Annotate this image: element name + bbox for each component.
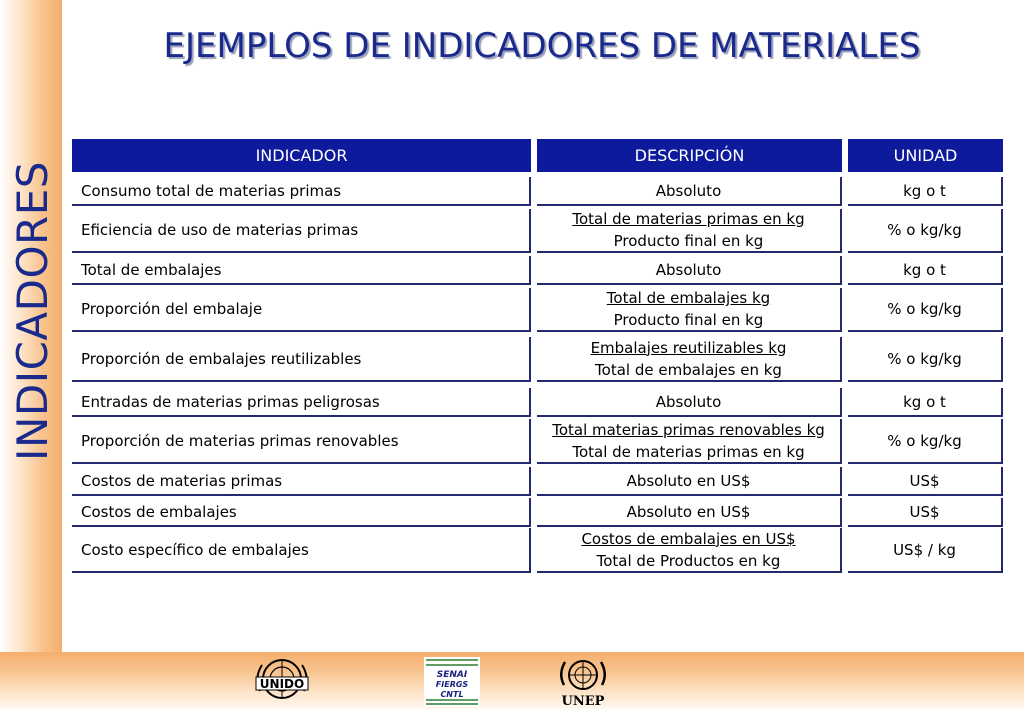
description-cell: [537, 288, 842, 332]
page-title: EJEMPLOS DE INDICADORES DE MATERIALES: [163, 26, 921, 66]
unido-logo: [250, 657, 314, 707]
indicator-cell: [72, 177, 531, 206]
unit-text: US$ / kg: [893, 540, 956, 559]
unit-text: kg o t: [903, 181, 946, 200]
unit-text: % o kg/kg: [887, 221, 962, 239]
unit-cell: [848, 337, 1003, 382]
indicator-cell: [72, 467, 531, 496]
indicator-cell: [72, 528, 531, 573]
indicator-text: Proporción del embalaje: [81, 300, 263, 318]
cntl-text: CNTL: [440, 690, 464, 699]
unit-cell: [848, 419, 1003, 464]
description-numerator: Costos de embalajes en US$: [581, 529, 796, 548]
indicator-cell: [72, 256, 531, 285]
description-cell: [537, 337, 842, 382]
description-numerator: Embalajes reutilizables kg: [590, 338, 787, 357]
description-cell: [537, 256, 842, 285]
indicator-cell: [72, 388, 531, 417]
description-denominator: Total de Productos en kg: [596, 551, 781, 570]
indicator-text: Costos de embalajes: [81, 502, 237, 521]
description-denominator: Total de materias primas en kg: [572, 442, 805, 461]
description-text: Absoluto en US$: [626, 471, 751, 490]
description-cell: [537, 467, 842, 496]
indicator-text: Total de embalajes: [81, 260, 222, 279]
side-title: INDICADORES: [8, 161, 57, 461]
indicator-text: Proporción de embalajes reutilizables: [81, 349, 362, 368]
indicator-text: Consumo total de materias primas: [81, 181, 342, 200]
description-denominator: Producto final en kg: [613, 311, 764, 329]
unep-emblem-icon: [553, 657, 613, 709]
description-cell: [537, 388, 842, 417]
indicator-cell: [72, 337, 531, 382]
indicator-cell: [72, 209, 531, 253]
unido-logo-text: UNIDO: [259, 677, 305, 691]
description-cell: [537, 498, 842, 527]
description-cell: [537, 209, 842, 253]
unit-text: kg o t: [903, 260, 946, 279]
indicator-text: Costo específico de embalajes: [81, 540, 309, 559]
unit-cell: [848, 528, 1003, 573]
indicator-text: Eficiencia de uso de materias primas: [81, 221, 359, 239]
header-indicator: INDICADOR: [72, 139, 531, 172]
unep-logo: [553, 657, 613, 707]
indicator-cell: [72, 288, 531, 332]
header-description: DESCRIPCIÓN: [537, 139, 842, 172]
unit-cell: [848, 467, 1003, 496]
unit-text: US$: [909, 502, 940, 521]
unit-cell: [848, 209, 1003, 253]
unit-cell: [848, 288, 1003, 332]
description-text: Absoluto: [655, 260, 722, 279]
indicator-text: Proporción de materias primas renovables: [81, 431, 399, 450]
indicator-text: Costos de materias primas: [81, 471, 283, 490]
description-denominator: Total de embalajes en kg: [595, 360, 782, 379]
senai-fiergs-cntl-logo: [424, 657, 480, 707]
description-numerator: Total de embalajes kg: [606, 289, 771, 307]
description-numerator: Total materias primas renovables kg: [552, 420, 825, 439]
unit-cell: [848, 256, 1003, 285]
indicator-text: Entradas de materias primas peligrosas: [81, 392, 380, 411]
description-cell: [537, 419, 842, 464]
header-unit: UNIDAD: [848, 139, 1003, 172]
fiergs-text: FIERGS: [435, 680, 469, 689]
description-text: Absoluto: [655, 181, 722, 200]
unit-text: kg o t: [903, 392, 946, 411]
indicator-cell: [72, 419, 531, 464]
description-text: Absoluto: [655, 392, 722, 411]
unit-text: US$: [909, 471, 940, 490]
unit-text: % o kg/kg: [887, 431, 962, 450]
unit-text: % o kg/kg: [887, 300, 962, 318]
unit-cell: [848, 388, 1003, 417]
description-cell: [537, 528, 842, 573]
unit-cell: [848, 177, 1003, 206]
bottom-decorative-band: [0, 652, 1024, 709]
indicator-cell: [72, 498, 531, 527]
senai-text: SENAI: [436, 670, 468, 680]
unit-cell: [848, 498, 1003, 527]
description-cell: [537, 177, 842, 206]
senai-logo-icon: [424, 657, 480, 707]
un-emblem-icon: [250, 657, 314, 707]
unit-text: % o kg/kg: [887, 349, 962, 368]
description-text: Absoluto en US$: [626, 502, 751, 521]
unep-logo-text: UNEP: [561, 694, 605, 709]
description-numerator: Total de materias primas en kg: [572, 210, 805, 228]
description-denominator: Producto final en kg: [613, 232, 764, 250]
